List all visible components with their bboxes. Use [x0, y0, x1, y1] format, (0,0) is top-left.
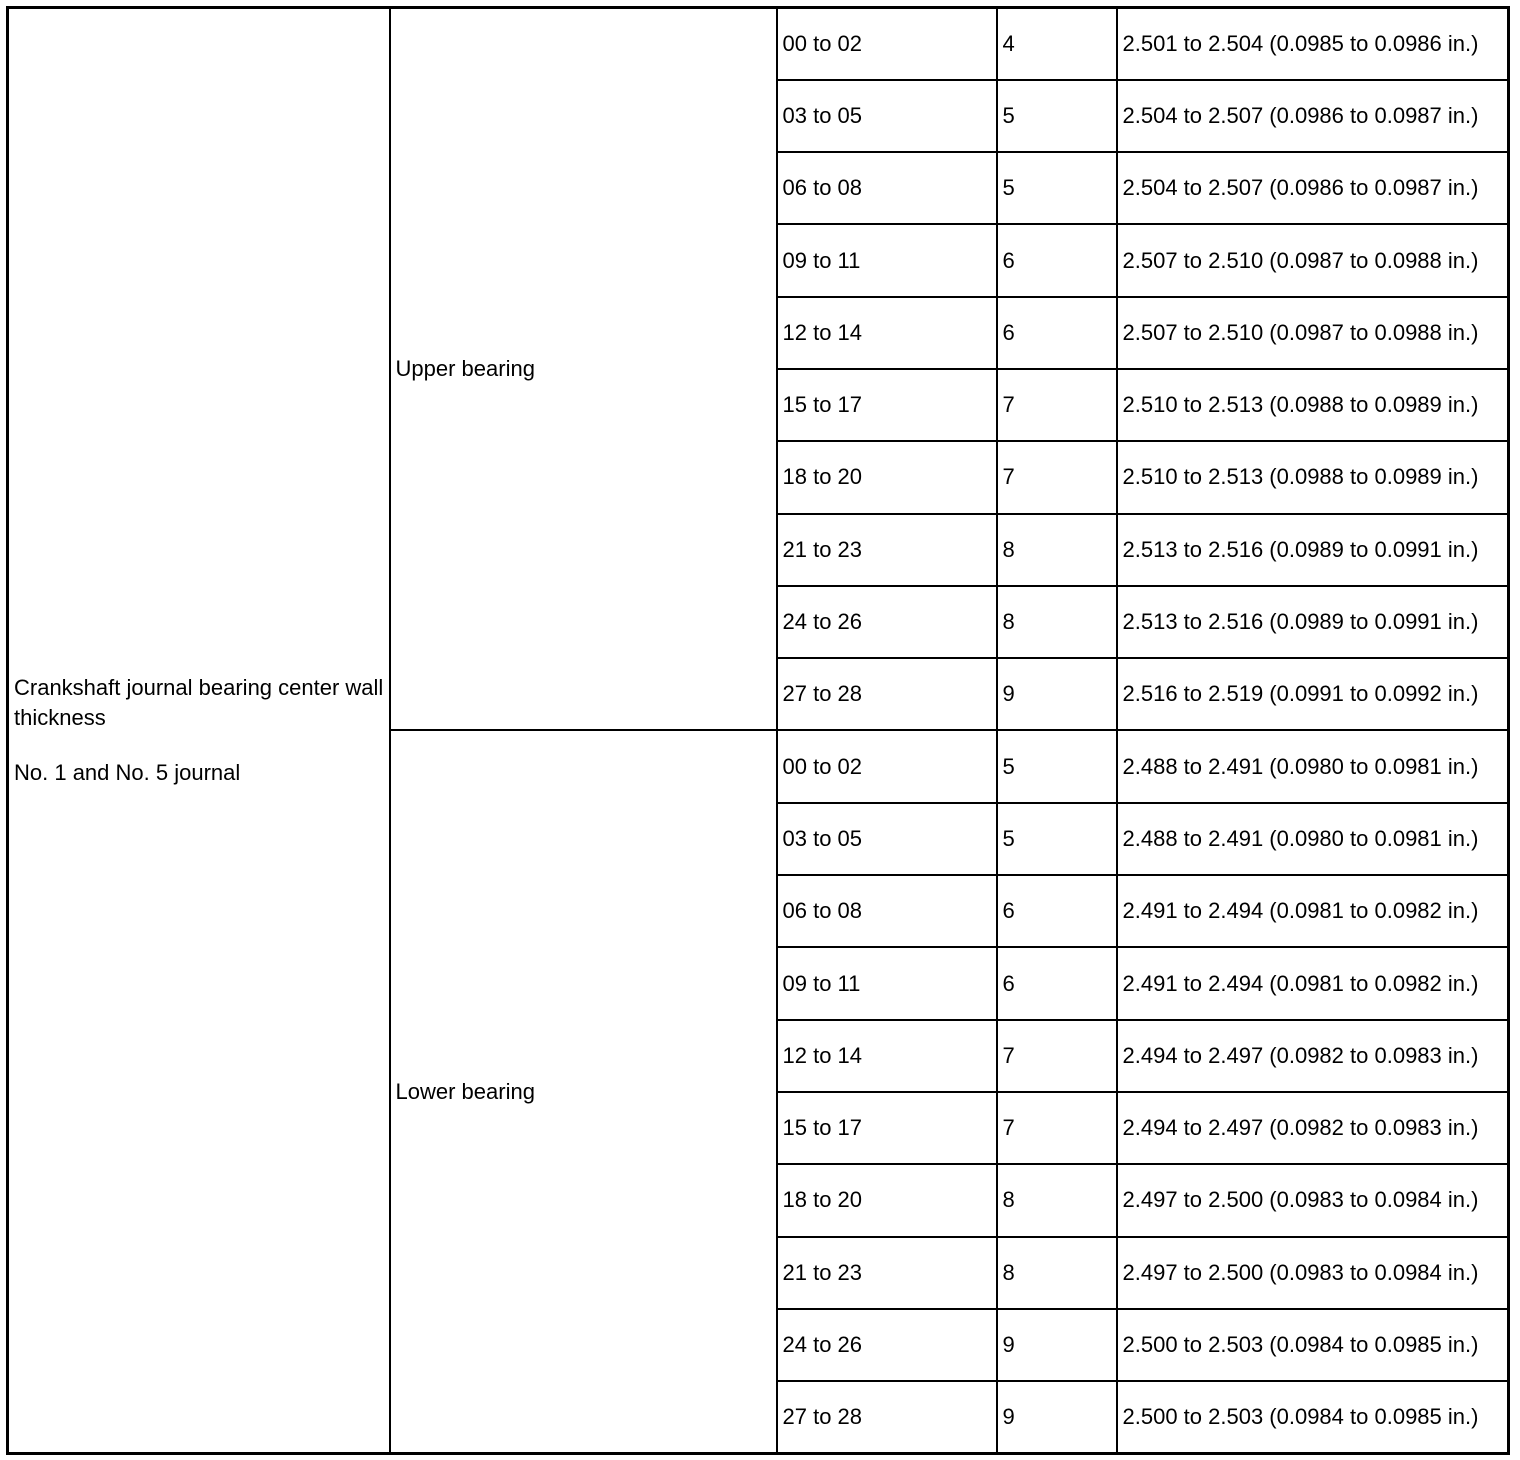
mark-cell: 9	[997, 1309, 1117, 1381]
range-cell: 15 to 17	[777, 1092, 997, 1164]
range-cell: 06 to 08	[777, 152, 997, 224]
thickness-cell: 2.494 to 2.497 (0.0982 to 0.0983 in.)	[1117, 1092, 1509, 1164]
thickness-cell: 2.500 to 2.503 (0.0984 to 0.0985 in.)	[1117, 1309, 1509, 1381]
item-sublabel: No. 1 and No. 5 journal	[14, 759, 241, 785]
thickness-cell: 2.513 to 2.516 (0.0989 to 0.0991 in.)	[1117, 514, 1509, 586]
bearing-thickness-table	[6, 6, 1510, 1455]
range-cell: 27 to 28	[777, 658, 997, 730]
bearing-group-cell: Upper bearing	[390, 8, 777, 731]
mark-cell: 7	[997, 1020, 1117, 1092]
mark-cell: 5	[997, 730, 1117, 802]
table-body	[8, 8, 1509, 1454]
thickness-cell: 2.497 to 2.500 (0.0983 to 0.0984 in.)	[1117, 1164, 1509, 1236]
mark-cell: 8	[997, 514, 1117, 586]
thickness-cell: 2.504 to 2.507 (0.0986 to 0.0987 in.)	[1117, 152, 1509, 224]
mark-cell: 8	[997, 586, 1117, 658]
range-cell: 18 to 20	[777, 1164, 997, 1236]
mark-cell: 5	[997, 80, 1117, 152]
label-spacer	[14, 733, 384, 758]
thickness-cell: 2.494 to 2.497 (0.0982 to 0.0983 in.)	[1117, 1020, 1509, 1092]
thickness-cell: 2.504 to 2.507 (0.0986 to 0.0987 in.)	[1117, 80, 1509, 152]
thickness-cell: 2.488 to 2.491 (0.0980 to 0.0981 in.)	[1117, 730, 1509, 802]
range-cell: 12 to 14	[777, 297, 997, 369]
item-label: Crankshaft journal bearing center wall thickness	[14, 674, 384, 730]
thickness-cell: 2.491 to 2.494 (0.0981 to 0.0982 in.)	[1117, 947, 1509, 1019]
thickness-cell: 2.507 to 2.510 (0.0987 to 0.0988 in.)	[1117, 224, 1509, 296]
thickness-cell: 2.510 to 2.513 (0.0988 to 0.0989 in.)	[1117, 369, 1509, 441]
range-cell: 00 to 02	[777, 730, 997, 802]
range-cell: 00 to 02	[777, 8, 997, 80]
mark-cell: 6	[997, 875, 1117, 947]
mark-cell: 6	[997, 297, 1117, 369]
range-cell: 24 to 26	[777, 1309, 997, 1381]
mark-cell: 9	[997, 658, 1117, 730]
mark-cell: 7	[997, 1092, 1117, 1164]
range-cell: 12 to 14	[777, 1020, 997, 1092]
mark-cell: 7	[997, 369, 1117, 441]
thickness-cell: 2.488 to 2.491 (0.0980 to 0.0981 in.)	[1117, 803, 1509, 875]
mark-cell: 8	[997, 1164, 1117, 1236]
thickness-cell: 2.516 to 2.519 (0.0991 to 0.0992 in.)	[1117, 658, 1509, 730]
mark-cell: 9	[997, 1381, 1117, 1453]
range-cell: 15 to 17	[777, 369, 997, 441]
thickness-cell: 2.513 to 2.516 (0.0989 to 0.0991 in.)	[1117, 586, 1509, 658]
range-cell: 18 to 20	[777, 441, 997, 513]
thickness-cell: 2.500 to 2.503 (0.0984 to 0.0985 in.)	[1117, 1381, 1509, 1453]
mark-cell: 5	[997, 803, 1117, 875]
thickness-cell: 2.501 to 2.504 (0.0985 to 0.0986 in.)	[1117, 8, 1509, 80]
range-cell: 03 to 05	[777, 803, 997, 875]
range-cell: 24 to 26	[777, 586, 997, 658]
range-cell: 06 to 08	[777, 875, 997, 947]
range-cell: 03 to 05	[777, 80, 997, 152]
mark-cell: 6	[997, 947, 1117, 1019]
range-cell: 21 to 23	[777, 1237, 997, 1309]
table-row	[8, 8, 1509, 80]
thickness-cell: 2.510 to 2.513 (0.0988 to 0.0989 in.)	[1117, 441, 1509, 513]
mark-cell: 5	[997, 152, 1117, 224]
item-label-cell	[8, 8, 390, 1454]
range-cell: 09 to 11	[777, 224, 997, 296]
thickness-cell: 2.497 to 2.500 (0.0983 to 0.0984 in.)	[1117, 1237, 1509, 1309]
mark-cell: 8	[997, 1237, 1117, 1309]
thickness-cell: 2.507 to 2.510 (0.0987 to 0.0988 in.)	[1117, 297, 1509, 369]
thickness-cell: 2.491 to 2.494 (0.0981 to 0.0982 in.)	[1117, 875, 1509, 947]
mark-cell: 4	[997, 8, 1117, 80]
mark-cell: 6	[997, 224, 1117, 296]
range-cell: 27 to 28	[777, 1381, 997, 1453]
range-cell: 21 to 23	[777, 514, 997, 586]
bearing-group-cell: Lower bearing	[390, 730, 777, 1453]
mark-cell: 7	[997, 441, 1117, 513]
range-cell: 09 to 11	[777, 947, 997, 1019]
